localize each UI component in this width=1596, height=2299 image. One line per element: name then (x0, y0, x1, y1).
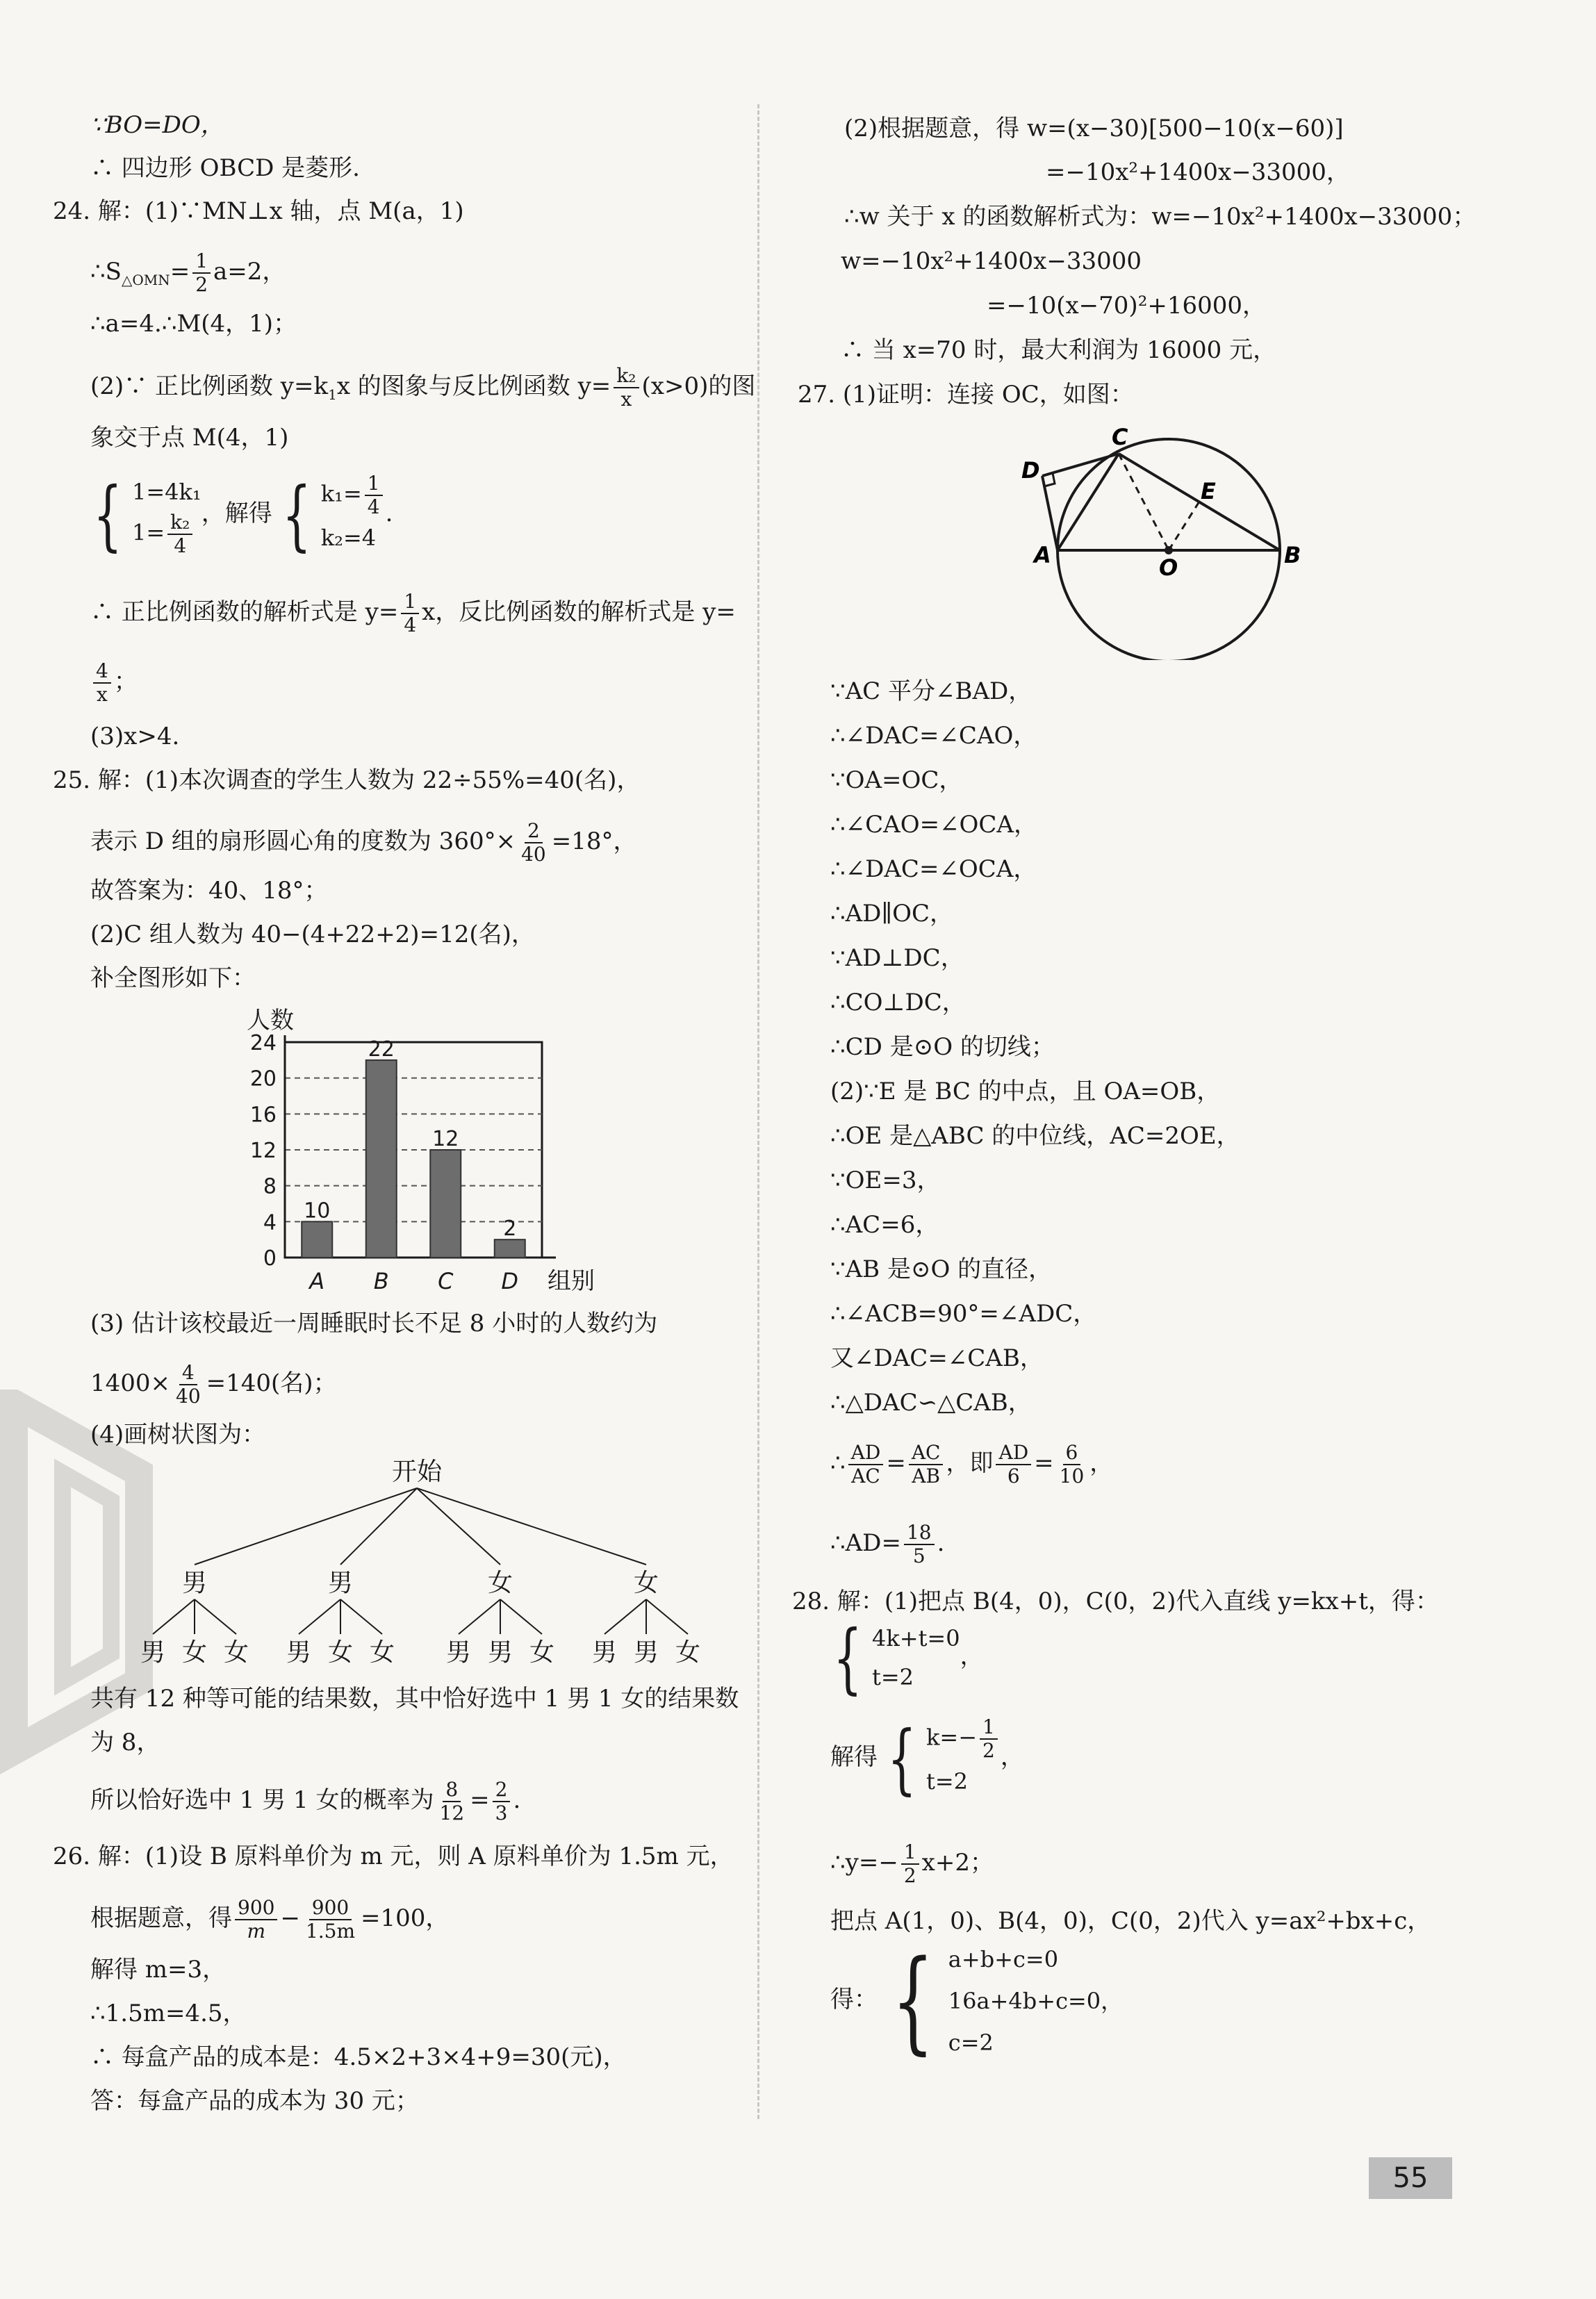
tree-node-level2: 女 (675, 1638, 701, 1667)
data-label: 22 (368, 1037, 395, 1062)
text-line: ∴∠ACB=90°=∠ADC， (830, 1300, 1097, 1328)
tree-branch (195, 1599, 236, 1634)
text-line: (4)画树状图为： (90, 1421, 266, 1449)
text-line: ∴ 当 x=70 时，最大利润为 16000 元， (841, 336, 1277, 364)
label-o: O (1159, 554, 1178, 581)
text-line: ∴∠DAC=∠OCA， (830, 855, 1037, 883)
text-line: =−10x²+1400x−33000， (1046, 158, 1350, 186)
text-line: ∴OE 是△ABC 的中位线，AC=2OE， (830, 1122, 1240, 1150)
text-line: ∴CO⊥DC， (830, 989, 966, 1016)
tree-branch (417, 1488, 646, 1565)
math-line: 根据题意，得 $\frac{900}{m}$ − $\frac{900}{1.5m}$ =100， (90, 1896, 450, 1943)
x-tick-label: A (309, 1268, 325, 1294)
tree-node-level2: 女 (327, 1638, 354, 1667)
math-line: 1400× $\frac{4}{40}$ =140(名)； (90, 1361, 337, 1408)
data-label: 2 (503, 1217, 517, 1242)
bar-d (495, 1239, 525, 1258)
page-number: 55 (1369, 2157, 1452, 2199)
math-line: ∴y=− $\frac{1}{2}$ x+2； (830, 1840, 994, 1887)
text-line: ∵OA=OC， (830, 766, 963, 794)
column-divider (757, 104, 759, 2119)
y-tick-label: 12 (249, 1139, 277, 1163)
text-line: (2)∵E 是 BC 的中点，且 OA=OB， (830, 1078, 1221, 1105)
x-tick-label: D (501, 1268, 519, 1294)
center-dot (1165, 546, 1173, 554)
text-line: ∴w 关于 x 的函数解析式为：w=−10x²+1400x−33000； (844, 203, 1476, 231)
tree-node-level1: 男 (327, 1569, 354, 1597)
bar-b (366, 1060, 397, 1258)
tree-root: 开始 (391, 1458, 443, 1486)
tree-branch (459, 1599, 500, 1634)
text-line: 答：每盒产品的成本为 30 元； (90, 2087, 419, 2115)
tree-branch (646, 1599, 688, 1634)
text-line: w=−10x²+1400x−33000 (841, 247, 1142, 275)
text-line: 补全图形如下： (90, 964, 256, 992)
tree-branch (604, 1599, 646, 1634)
tree-node-level2: 男 (487, 1638, 513, 1667)
text-line: (2)根据题意，得 w=(x−30)[500−10(x−60)] (844, 115, 1344, 142)
equation-system: 解得 { k=− $\frac{1}{2}$ t=2 ， (830, 1714, 1024, 1803)
math-line: $\frac{4}{x}$ ； (90, 660, 138, 706)
x-tick-label: C (438, 1268, 454, 1294)
label-d: D (1021, 457, 1040, 484)
tree-node-level1: 女 (633, 1569, 659, 1597)
math-line: (2)∵ 正比例函数 $y=k_1x$ 的图象与反比例函数 y= $\frac{\text{k₂}}{x}$ (x>0)的图 (90, 364, 756, 411)
tree-branch (299, 1599, 340, 1634)
text-line: 把点 A(1，0)、B(4，0)，C(0，2)代入 y=ax²+bx+c， (830, 1907, 1431, 1935)
tree-branch (417, 1488, 500, 1565)
problem-26-heading: 26. 解：(1)设 B 原料单价为 m 元，则 A 原料单价为 1.5m 元， (53, 1843, 734, 1870)
problem-28-heading: 28. 解：(1)把点 B(4，0)，C(0，2)代入直线 y=kx+t，得： (792, 1588, 1439, 1615)
tree-node-level2: 男 (633, 1638, 659, 1667)
math-line: 所以恰好选中 1 男 1 女的概率为 $\frac{8}{12}$ = $\frac{2}{3}$ . (90, 1778, 521, 1824)
text-line: (2)C 组人数为 40−(4+22+2)=12(名)， (90, 921, 535, 948)
label-b: B (1284, 542, 1301, 568)
text-line: ∴∠DAC=∠CAO， (830, 722, 1037, 750)
equation-system: { 4k+t=0 t=2 ， (833, 1613, 984, 1702)
text-line: ∵AB 是⊙O 的直径， (830, 1255, 1053, 1283)
label-a: A (1034, 542, 1051, 568)
y-axis-label: 人数 (247, 1007, 294, 1035)
text-line: ∵AC 平分∠BAD， (830, 677, 1033, 705)
text-line: ∴a=4.∴M(4，1)； (90, 310, 297, 338)
math-line: ∴ 正比例函数的解析式是 y= $\frac{1}{4}$ x，反比例函数的解析式是 y= (90, 590, 736, 636)
y-tick-label: 4 (263, 1210, 277, 1235)
tree-branch (500, 1599, 542, 1634)
tree-branch (340, 1599, 382, 1634)
tree-node-level2: 男 (140, 1638, 166, 1667)
text-line: 故答案为：40、18°； (90, 877, 328, 905)
label-c: C (1112, 424, 1128, 450)
x-axis-label: 组别 (548, 1267, 595, 1295)
text-line: ∴ 每盒产品的成本是：4.5×2+3×4+9=30(元)， (90, 2043, 627, 2071)
text-line: ∴1.5m=4.5， (90, 2000, 247, 2027)
text-line: ∵AD⊥DC， (830, 944, 964, 972)
tree-diagram (125, 1452, 737, 1681)
label-e: E (1201, 478, 1216, 504)
tree-branch (195, 1488, 417, 1565)
text-line: 解得 m=3， (90, 1956, 227, 1984)
math-line: $\therefore S_{\triangle OMN}=$ $\frac{1}{2}$ a=2， (90, 249, 286, 296)
equation-system: { 1=4k₁ 1= $\frac{\text{k₂}}{4}$ ，解得 { k₁= $\frac{1}{4}$ k₂=4 . (93, 470, 393, 559)
y-tick-label: 8 (263, 1174, 277, 1199)
text-line: ∵OE=3， (830, 1167, 941, 1194)
math-line: ∴AD= $\frac{18}{5}$ . (830, 1521, 945, 1567)
y-tick-label: 20 (249, 1066, 277, 1091)
text-line: ∴ 四边形 OBCD 是菱形. (90, 154, 360, 182)
text-line: ∴△DAC∽△CAB， (830, 1389, 1032, 1417)
segment-oe-dashed (1169, 502, 1199, 550)
tree-node-level2: 男 (445, 1638, 472, 1667)
text-line: ∵BO=DO， (90, 111, 224, 139)
tree-node-level2: 女 (181, 1638, 208, 1667)
data-label: 12 (432, 1127, 459, 1151)
text-line: 为 8， (90, 1729, 161, 1756)
data-label: 10 (304, 1198, 331, 1223)
text-line: 象交于点 M(4，1) (90, 424, 289, 452)
tree-branch (153, 1599, 195, 1634)
tree-node-level2: 女 (223, 1638, 249, 1667)
y-tick-label: 0 (263, 1246, 277, 1271)
text-line: 共有 12 种等可能的结果数，其中恰好选中 1 男 1 女的结果数 (90, 1685, 739, 1713)
y-tick-label: 24 (249, 1031, 277, 1055)
problem-24-heading: 24. 解：(1)∵MN⊥x 轴，点 M(a，1) (53, 197, 464, 225)
math-line: ∴ $\frac{AD}{AC}$ = $\frac{AC}{AB}$ ，即 $\frac{AD}{6}$ = $\frac{6}{10}$ ， (830, 1441, 1114, 1488)
bar-chart (229, 1000, 646, 1299)
tree-node-level1: 女 (487, 1569, 513, 1597)
tree-node-level1: 男 (181, 1569, 208, 1597)
circle-geometry-figure (1014, 424, 1306, 660)
problem-25-heading: 25. 解：(1)本次调查的学生人数为 22÷55%=40(名)， (53, 766, 641, 794)
problem-27-heading: 27. (1)证明：连接 OC，如图： (798, 381, 1134, 409)
bar-c (430, 1150, 461, 1258)
text-line: =−10(x−70)²+16000， (987, 292, 1266, 320)
bar-a (302, 1221, 332, 1258)
y-tick-label: 16 (249, 1103, 277, 1128)
tree-node-level2: 男 (286, 1638, 312, 1667)
x-tick-label: B (373, 1268, 389, 1294)
math-line: 表示 D 组的扇形圆心角的度数为 360°× $\frac{2}{40}$ =18°， (90, 819, 637, 866)
tree-node-level2: 女 (369, 1638, 395, 1667)
text-line: (3)x>4. (90, 723, 180, 750)
equation-system: 得： { a+b+c=0 16a+4b+c=0， c=2 (830, 1936, 1124, 2066)
text-line: ∴∠CAO=∠OCA， (830, 811, 1037, 839)
text-line: ∴CD 是⊙O 的切线； (830, 1033, 1055, 1061)
text-line: (3) 估计该校最近一周睡眠时长不足 8 小时的人数约为 (90, 1310, 658, 1337)
text-line: 又∠DAC=∠CAB， (830, 1344, 1044, 1372)
tree-branch (340, 1488, 417, 1565)
tree-node-level2: 女 (529, 1638, 555, 1667)
text-line: ∴AC=6， (830, 1211, 939, 1239)
tree-node-level2: 男 (591, 1638, 618, 1667)
text-line: ∴AD∥OC， (830, 900, 954, 928)
